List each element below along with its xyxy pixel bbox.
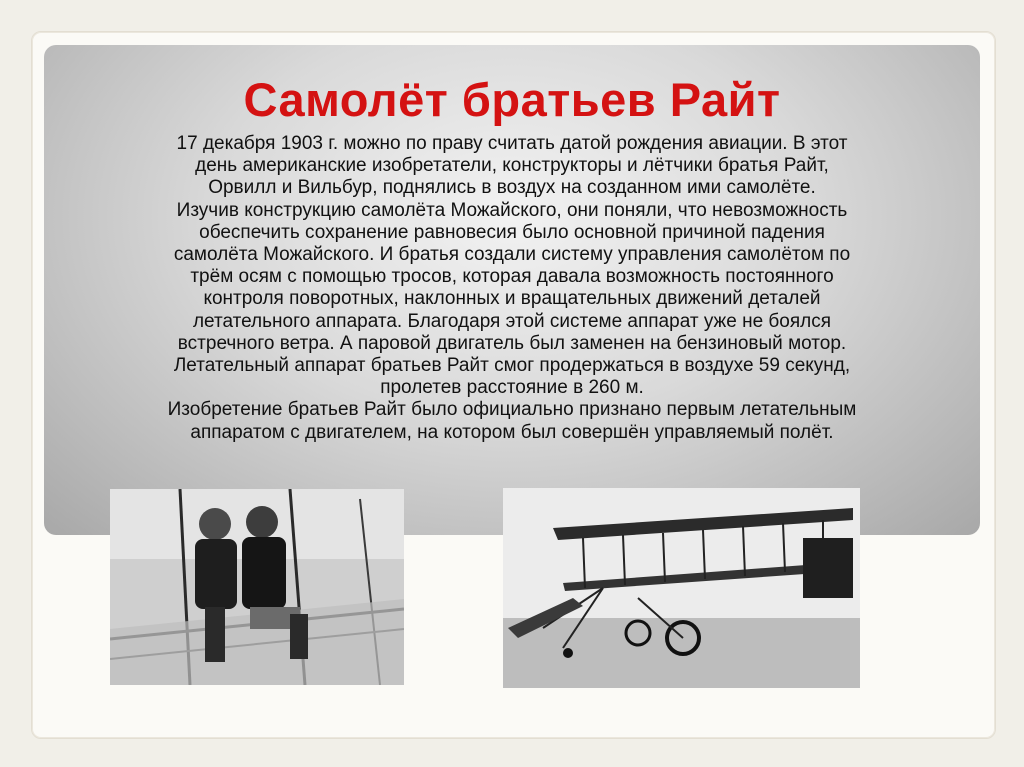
biplane-photo xyxy=(503,488,860,688)
text-line: Изучив конструкцию самолёта Можайского, они поняли, что невозможность xyxy=(176,199,848,221)
wright-brothers-photo xyxy=(110,489,404,685)
text-line: трём осям с помощью тросов, которая давала возможность постоянного xyxy=(190,266,834,288)
text-line: летательного аппарата. Благодаря этой системе аппарат уже не боялся xyxy=(192,310,832,332)
text-line: 17 декабря 1903 г. можно по праву считать датой рождения авиации. В этот xyxy=(176,133,848,154)
text-line: день американские изобретатели, конструкторы и лётчики братья Райт, xyxy=(195,155,829,177)
text-line: Изобретение братьев Райт было официально признано первым летательным xyxy=(167,399,857,421)
text-line: обеспечить сохранение равновесия было основной причиной падения xyxy=(199,221,825,243)
text-line: контроля поворотных, наклонных и вращательных движений деталей xyxy=(203,288,821,310)
text-line: встречного ветра. А паровой двигатель был заменен на бензиновый мотор. xyxy=(177,332,847,354)
text-line: Летательный аппарат братьев Райт смог продержаться в воздухе 59 секунд, xyxy=(173,355,851,377)
slide-title: Самолёт братьев Райт xyxy=(243,73,781,126)
slide-body-text xyxy=(60,133,964,444)
wright-brothers-photo-illustration xyxy=(110,489,404,685)
text-line: аппаратом с двигателем, на котором был совершён управляемый полёт. xyxy=(190,421,834,443)
text-line: пролетев расстояние в 260 м. xyxy=(380,377,644,399)
text-line: самолёта Можайского. И братья создали систему управления самолётом по xyxy=(173,244,851,266)
biplane-photo-illustration xyxy=(503,488,860,688)
text-line: Орвилл и Вильбур, поднялись в воздух на созданном ими самолёте. xyxy=(208,177,816,199)
